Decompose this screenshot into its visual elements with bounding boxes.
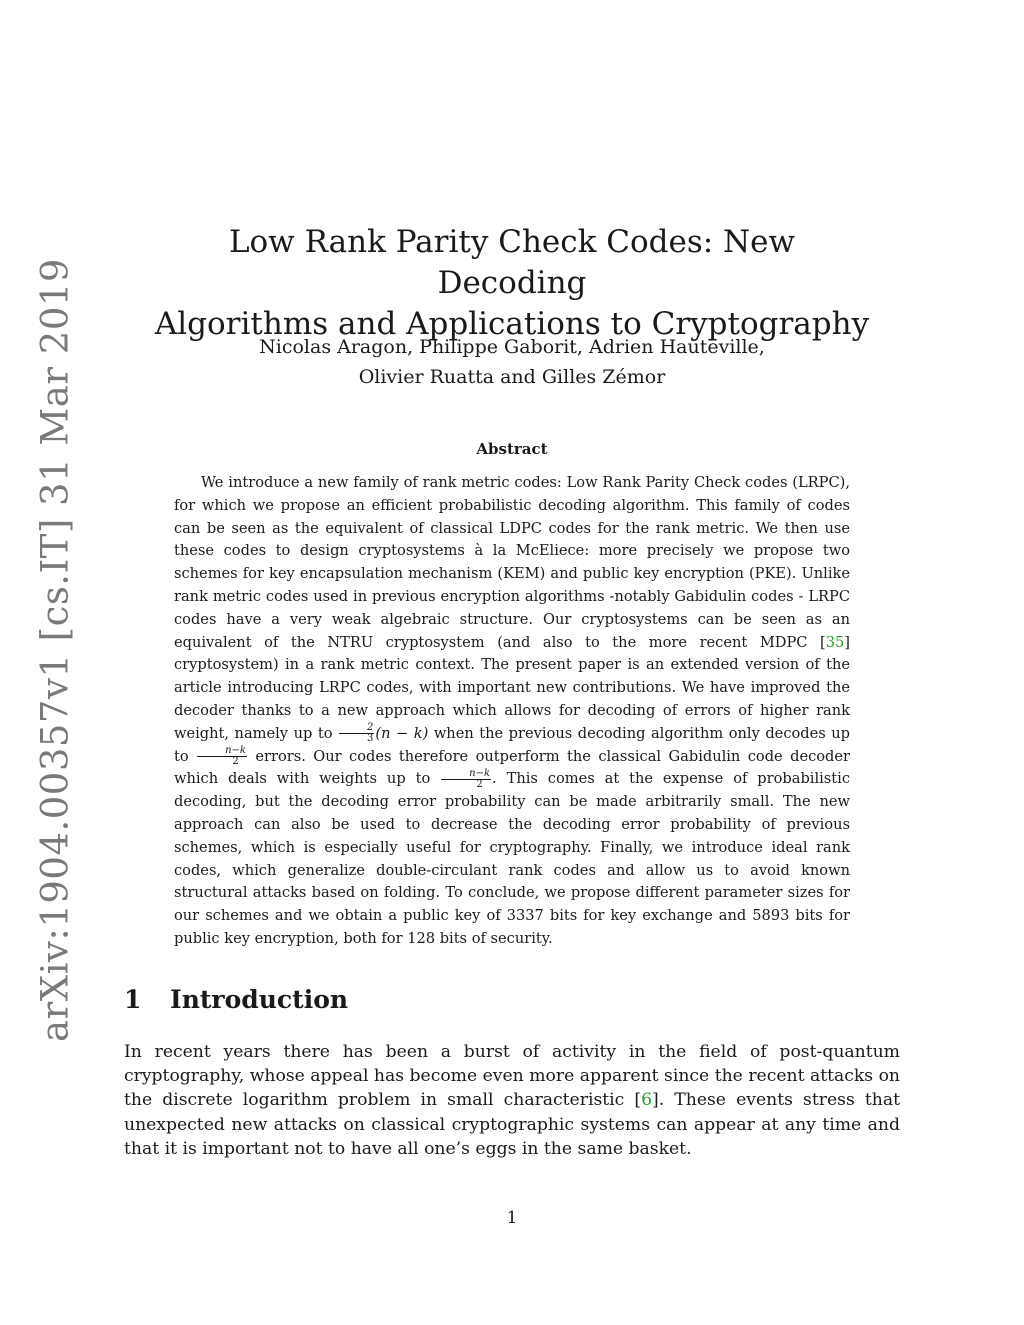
intro-text-2: ]. These events stress that unexpected new attacks on classical cryptographic systems can appear at any time and that it is important not to have all one’s eggs in the same basket. [124, 1090, 900, 1159]
introduction-paragraph [124, 1040, 900, 1161]
abstract-heading: Abstract [476, 440, 548, 458]
abstract-body [174, 472, 850, 951]
citation-link-35[interactable]: 35 [825, 633, 845, 651]
abstract-text-1: We introduce a new family of rank metric codes: Low Rank Parity Check codes (LRPC), for which we propose an efficient probabilistic decoding algorithm. This family of codes can be seen as the equivalent of classical LDPC codes for the rank metric. We then use these codes to design cryptosystems à la McEliece: more precisely we propose two schemes for key encapsulation mechanism (KEM) and public key encryption (PKE). Unlike rank metric codes used in previous encryption algorithms -notably Gabidulin codes - LRPC codes have a very weak algebraic structure. Our cryptosystems can be seen as an equivalent of the NTRU cryptosystem (and also to the more recent MDPC [ [174, 474, 850, 651]
abstract-text-5: . This comes at the expense of probabilistic decoding, but the decoding error probability can be made arbitrarily small. The new approach can also be used to decrease the decoding error probability of previous schemes, which is especially useful for cryptography. Finally, we introduce ideal rank codes, which generalize double-circulant rank codes and allow us to avoid known structural attacks based on folding. To conclude, we propose different parameter sizes for our schemes and we obtain a public key of 3337 bits for key exchange and 5893 bits for public key encryption, both for 128 bits of security. [174, 770, 850, 947]
fraction-n-minus-k-over-2 [197, 746, 247, 767]
fraction-denominator: 2 [476, 778, 483, 790]
title-line-1: Low Rank Parity Check Codes: New Decoding [228, 224, 796, 301]
authors-line-1: Nicolas Aragon, Philippe Gaborit, Adrien Hauteville, [259, 336, 765, 358]
intro-text-1: In recent years there has been a burst of activity in the field of post-quantum cryptography, whose appeal has become even more apparent since the recent attacks on the discrete logarithm problem in small characteristic [ [124, 1042, 900, 1111]
fraction-numerator: n−k [197, 746, 247, 757]
section-heading-introduction [124, 985, 348, 1014]
abstract-text-2: ] cryptosystem) in a rank metric context. The present paper is an extended version of the article introducing LRPC codes, with important new contributions. We have improved the decoder thanks to a new approach which allows for decoding of errors of higher rank weight, namely up to [174, 633, 850, 742]
title-line-2: Algorithms and Applications to Cryptography [154, 306, 870, 342]
citation-link-6[interactable]: 6 [641, 1090, 653, 1111]
arxiv-identifier: arXiv:1904.00357v1 [cs.IT] 31 Mar 2019 [33, 258, 77, 1042]
section-number: 1 [124, 985, 142, 1014]
fraction-numerator: 2 [339, 723, 374, 734]
section-title: Introduction [170, 985, 349, 1014]
fraction-n-minus-k-over-2 [441, 769, 491, 790]
author-list [150, 332, 874, 392]
abstract-text-3: when the previous decoding algorithm only decodes up to [174, 724, 851, 765]
fraction-denominator: 2 [232, 756, 239, 768]
authors-line-2: Olivier Ruatta and Gilles Zémor [358, 366, 666, 388]
page-number: 1 [506, 1208, 518, 1228]
fraction-numerator: n−k [441, 769, 491, 780]
abstract-text-4: errors. Our codes therefore outperform the classical Gabidulin code decoder which deals with weights up to [174, 747, 850, 788]
math-expression: (n − k) [375, 724, 429, 742]
fraction-denominator: 3 [367, 733, 374, 745]
paper-title [150, 222, 874, 345]
fraction-two-thirds [339, 723, 374, 744]
